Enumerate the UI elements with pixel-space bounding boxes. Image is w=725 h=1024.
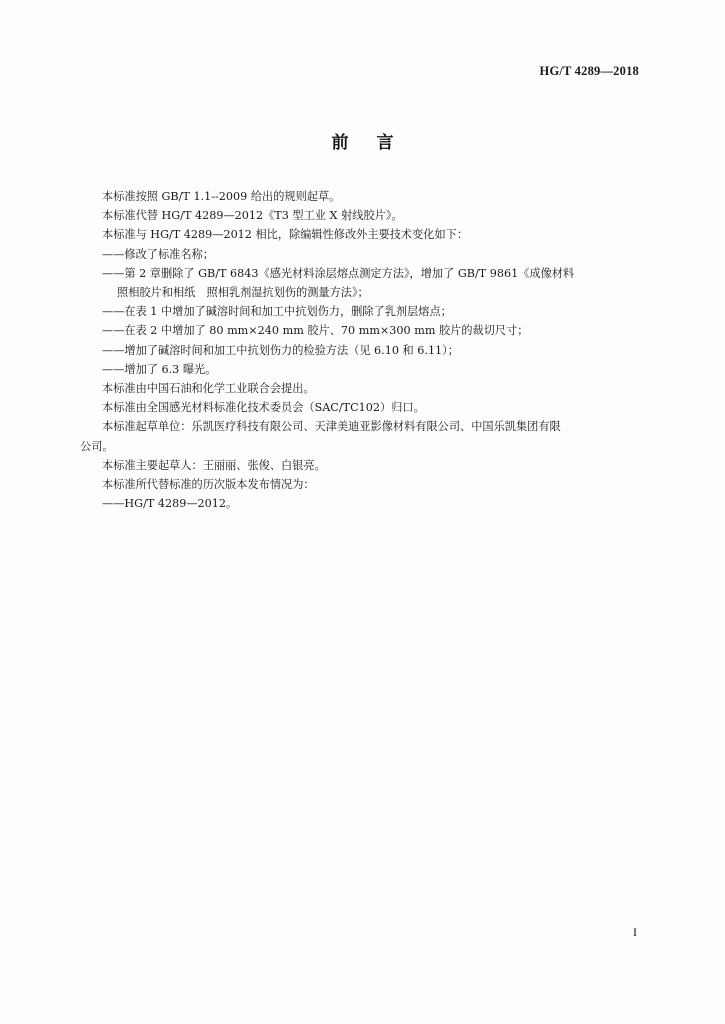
page-title: 前言 xyxy=(331,133,422,153)
paragraph-line-continuation: 公司。 xyxy=(80,439,114,453)
paragraph-line: 本标准由全国感光材料标准化技术委员会（SAC/TC102）归口。 xyxy=(102,401,425,415)
standard-code: HG/T 4289—2018 xyxy=(539,64,639,78)
list-item: ——增加了 6.3 曝光。 xyxy=(102,362,217,376)
paragraph-line: 本标准所代替标准的历次版本发布情况为： xyxy=(102,478,315,492)
paragraph-line: 本标准与 HG/T 4289—2012 相比，除编辑性修改外主要技术变化如下： xyxy=(102,228,469,242)
paragraph-line: 本标准起草单位：乐凯医疗科技有限公司、天津美迪亚影像材料有限公司、中国乐凯集团有限 xyxy=(102,420,561,434)
list-item: ——增加了碱溶时间和加工中抗划伤力的检验方法（见 6.10 和 6.11）； xyxy=(102,343,459,357)
list-item: ——第 2 章删除了 GB/T 6843《感光材料涂层熔点测定方法》，增加了 GB/T 9861《成像材料 xyxy=(102,266,575,280)
page-number: I xyxy=(633,925,637,939)
paragraph-line: 本标准由中国石油和化学工业联合会提出。 xyxy=(102,382,315,396)
list-item-continuation: 照相胶片和相纸 照相乳剂湿抗划伤的测量方法》； xyxy=(117,286,369,300)
list-item: ——在表 2 中增加了 80 mm×240 mm 胶片、70 mm×300 mm 胶片的裁切尺寸； xyxy=(102,324,529,338)
list-item: ——HG/T 4289—2012。 xyxy=(102,497,238,511)
paragraph-line: 本标准按照 GB/T 1.1--2009 给出的规则起草。 xyxy=(102,190,341,203)
paragraph-line: 本标准代替 HG/T 4289—2012《T3 型工业 X 射线胶片》。 xyxy=(102,209,403,223)
list-item: ——在表 1 中增加了碱溶时间和加工中抗划伤力，删除了乳剂层熔点； xyxy=(102,305,452,319)
foreword-body xyxy=(80,187,645,513)
list-item: ——修改了标准名称； xyxy=(102,247,214,261)
paragraph-line: 本标准主要起草人：王丽丽、张俊、白银亮。 xyxy=(102,458,326,472)
